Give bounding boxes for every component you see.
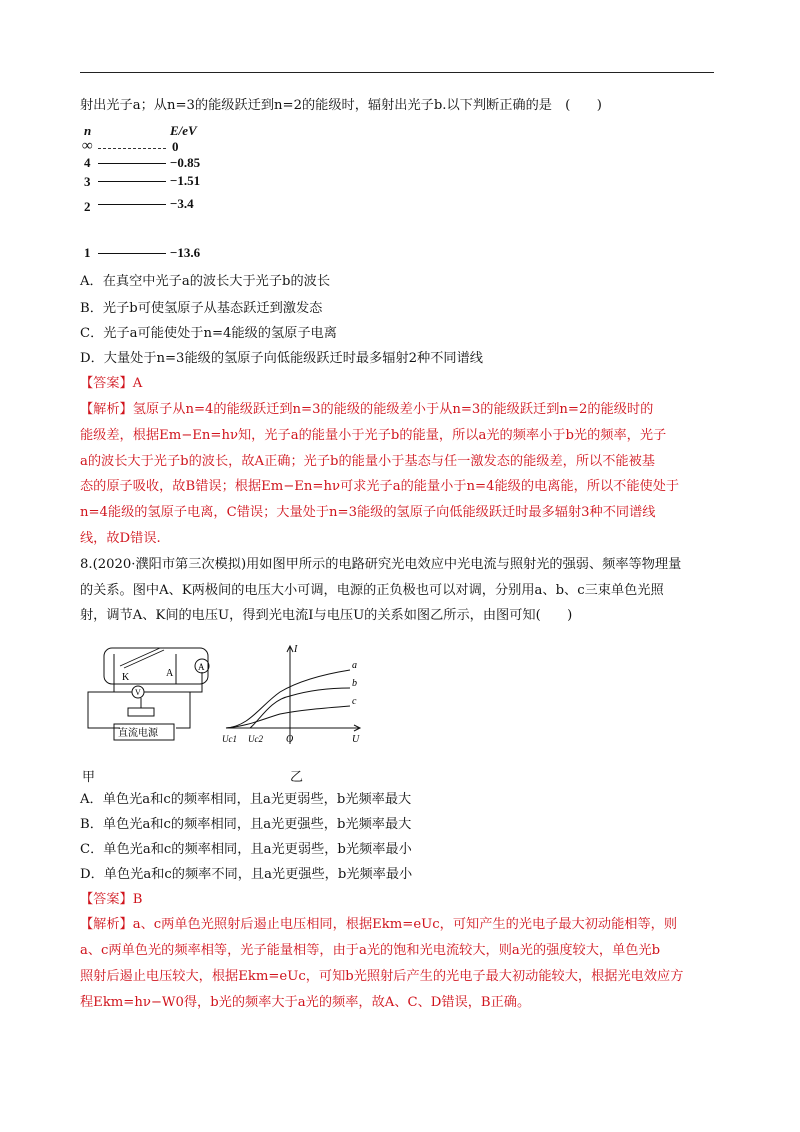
level-line-2 <box>98 204 166 205</box>
q7-analysis-line-2: 能级差，根据Em−En=hν知，光子a的能量小于光子b的能量，所以a光的频率小于b光的频率，光子 <box>80 428 667 443</box>
level-e-inf: 0 <box>172 139 179 154</box>
level-line-3 <box>98 181 166 182</box>
caption-yi: 乙 <box>290 770 304 785</box>
anode-wire <box>176 676 190 684</box>
q8-stem-line-2: 的关系。图中A、K两极间的电压大小可调，电源的正负极也可以对调，分别用a、b、c三束单色光照 <box>80 583 664 598</box>
q8-analysis-line-1: 【解析】a、c两单色光照射后遏止电压相同，根据Ekm=eUc，可知产生的光电子最大初动能相等，则 <box>80 917 678 932</box>
q8-option-c: C．单色光a和c的频率相同，且a光更弱些，b光频率最小 <box>80 842 412 857</box>
circuit-diagram <box>80 640 220 750</box>
origin-label: O <box>286 734 294 745</box>
curve-b-label: b <box>352 678 357 689</box>
uc1-label: Uc1 <box>222 734 237 744</box>
curve-a-line <box>226 670 350 728</box>
q8-option-b: B．单色光a和c的频率相同，且a光更强些，b光频率最大 <box>80 817 412 832</box>
q7-analysis-line-4: 态的原子吸收，故B错误；根据Em−En=hν可求光子a的能量小于n=4能级的电离能，所以不能使处于 <box>80 479 680 494</box>
e-header: E/eV <box>170 123 197 138</box>
level-n-inf: ∞ <box>82 138 93 154</box>
q7-analysis-line-1: 【解析】氢原子从n=4的能级跃迁到n=3的能级的能级差小于从n=3的能级跃迁到n=2的能级时的 <box>80 402 654 417</box>
q7-option-b: B．光子b可使氢原子从基态跃迁到激发态 <box>80 301 323 316</box>
cathode-label: K <box>122 672 130 683</box>
uc2-label: Uc2 <box>248 734 263 744</box>
q7-option-d: D．大量处于n=3能级的氢原子向低能级跃迁时最多辐射2种不同谱线 <box>80 351 483 366</box>
right-wire <box>176 672 202 728</box>
level-e-1: −13.6 <box>170 245 201 260</box>
q8-answer: 【答案】B <box>80 892 143 907</box>
level-e-2: −3.4 <box>170 196 194 211</box>
q7-intro: 射出光子a；从n=3的能级跃迁到n=2的能级时，辐射出光子b.以下判断正确的是 ( ) <box>80 98 602 113</box>
q8-stem-line-3: 射，调节A、K间的电压U，得到光电流I与电压U的关系如图乙所示，由图可知( ) <box>80 608 573 623</box>
level-line-4 <box>98 163 166 164</box>
q8-option-d: D．单色光a和c的频率不同，且a光更强些，b光频率最小 <box>80 867 413 882</box>
level-e-3: −1.51 <box>170 173 201 188</box>
q8-stem-line-1: 8.(2020·濮阳市第三次模拟)用如图甲所示的电路研究光电效应中光电流与照射光的强弱、频率等物理量 <box>80 557 682 572</box>
level-line-1 <box>98 253 166 254</box>
q8-analysis-line-4: 程Ekm=hν−W0得，b光的频率大于a光的频率，故A、C、D错误，B正确。 <box>80 995 531 1010</box>
voltmeter-label: V <box>135 688 141 697</box>
level-n-4: 4 <box>84 155 91 170</box>
level-line-inf <box>98 148 166 149</box>
level-n-1: 1 <box>84 245 91 260</box>
rheostat-symbol <box>128 708 154 716</box>
anode-label: A <box>166 668 174 679</box>
level-n-3: 3 <box>84 174 91 189</box>
caption-jia: 甲 <box>82 770 96 785</box>
curve-b-line <box>250 688 350 728</box>
q7-analysis-line-3: a的波长大于光子b的波长，故A正确；光子b的能量小于基态与任一激发态的能级差，所以不能被基 <box>80 454 655 469</box>
curve-c-label: c <box>352 696 357 707</box>
u-axis-label: U <box>352 734 360 745</box>
curve-c-line <box>226 706 350 728</box>
n-header: n <box>84 123 92 138</box>
light-beam <box>120 648 164 668</box>
i-axis-label: I <box>294 644 298 655</box>
q7-analysis-line-6: 线，故D错误. <box>80 531 161 546</box>
ammeter-label: A <box>198 662 205 672</box>
q7-answer: 【答案】A <box>80 376 143 391</box>
curve-a-label: a <box>352 660 357 671</box>
level-e-4: −0.85 <box>170 155 201 170</box>
q8-option-a: A．单色光a和c的频率相同，且a光更弱些，b光频率最大 <box>80 792 412 807</box>
energy-level-diagram <box>80 124 280 264</box>
iu-graph <box>220 640 370 750</box>
q7-option-a: A．在真空中光子a的波长大于光子b的波长 <box>80 274 331 289</box>
q7-analysis-line-5: n=4能级的氢原子电离，C错误；大量处于n=3能级的氢原子向低能级跃迁时最多辐射3种不同谱线 <box>80 505 656 520</box>
q8-analysis-line-3: 照射后遏止电压较大，根据Ekm=eUc，可知b光照射后产生的光电子最大初动能较大，根据光电效应方 <box>80 969 684 984</box>
q8-analysis-line-2: a、c两单色光的频率相等，光子能量相等，由于a光的饱和光电流较大，则a光的强度较大，单色光b <box>80 943 661 958</box>
level-n-2: 2 <box>84 199 91 214</box>
q7-option-c: C．光子a可能使处于n=4能级的氢原子电离 <box>80 326 337 341</box>
dc-source-label: 直流电源 <box>118 728 158 739</box>
header-rule <box>80 72 714 73</box>
